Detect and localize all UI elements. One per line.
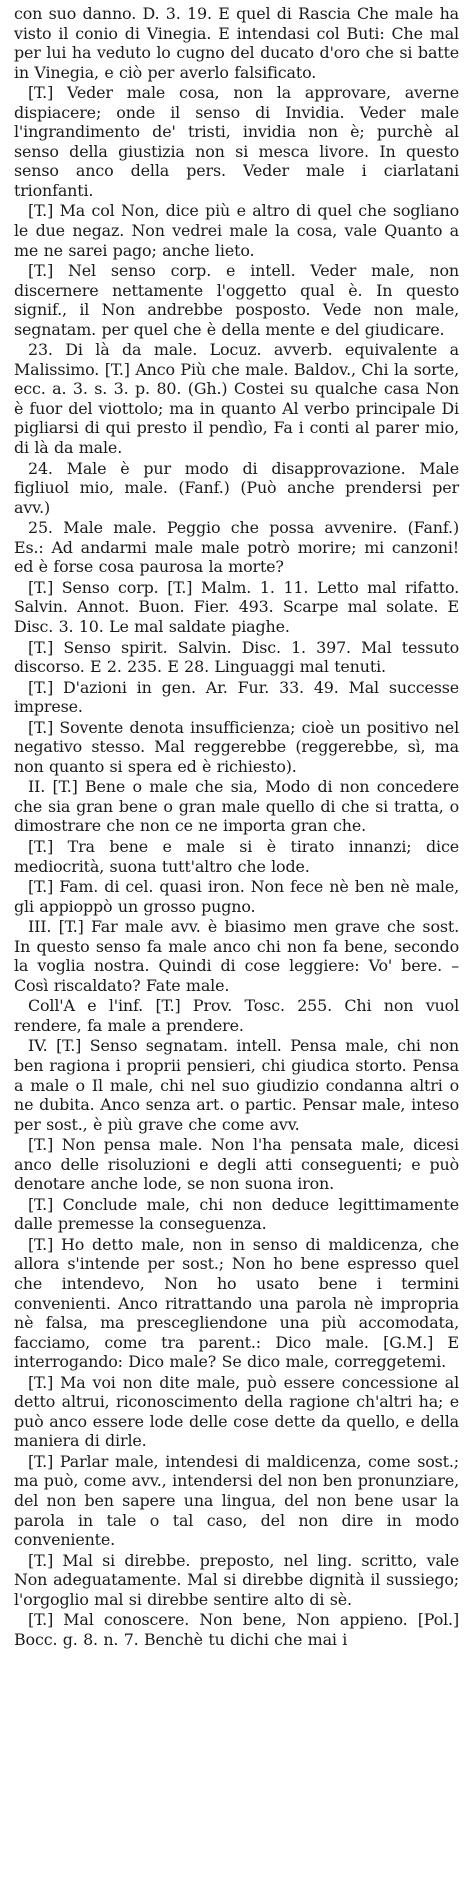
entry-paragraph: [T.] Parlar male, intendesi di maldicenza, come sost.; ma può, come avv., intendersi del non ben pronunziare, del non ben sapere una lingua, del non bene usar la parola in tale o tal caso, del non dire in modo conveniente.: [14, 1451, 459, 1550]
entry-paragraph: [T.] Ho detto male, non in senso di maldicenza, che allora s'intende per sost.; Non ho bene espresso quel che intendevo, Non ho usato bene i termini convenienti. Anco ritrattando una parola nè impropria nè falsa, ma prescegliendone una più accomodata, facciamo, come tra parent.: Dico male. [G.M.] E interrogando: Dico male? Se dico male, correggetemi.: [14, 1234, 459, 1372]
entry-paragraph: [T.] Senso spirit. Salvin. Disc. 1. 397. Mal tessuto discorso. E 2. 235. E 28. Linguaggi mal tenuti.: [14, 637, 459, 677]
entry-paragraph: [T.] Senso corp. [T.] Malm. 1. 11. Letto mal rifatto. Salvin. Annot. Buon. Fier. 493. Scarpe mal solate. E Disc. 3. 10. Le mal saldate piaghe.: [14, 577, 459, 636]
entry-paragraph: 25. Male male. Peggio che possa avvenire. (Fanf.) Es.: Ad andarmi male male potrò morire; mi canzoni! ed è forse cosa paurosa la morte?: [14, 518, 459, 577]
entry-paragraph: 24. Male è pur modo di disapprovazione. Male figliuol mio, male. (Fanf.) (Può anche prendersi per avv.): [14, 458, 459, 517]
entry-paragraph: [T.] Non pensa male. Non l'ha pensata male, dicesi anco delle risoluzioni e degli atti conseguenti; e può denotare anche lode, se non suona iron.: [14, 1135, 459, 1194]
entry-paragraph: Coll'A e l'inf. [T.] Prov. Tosc. 255. Chi non vuol rendere, fa male a prendere.: [14, 996, 459, 1035]
entry-paragraph: [T.] Ma voi non dite male, può essere concessione al detto altrui, riconoscimento della ragione ch'altri ha; e può anco essere lode delle cose dette da quello, e della maniera di dirle.: [14, 1372, 459, 1451]
entry-paragraph: con suo danno. D. 3. 19. E quel di Rascia Che male ha visto il conio di Vinegia. E intendasi col Buti: Che mal per lui ha veduto lo cugno del ducato d'oro che si batte in Vinegia, e ciò per averlo falsificato.: [14, 4, 459, 82]
entry-paragraph: [T.] Mal si direbbe. preposto, nel ling. scritto, vale Non adeguatamente. Mal si direbbe dignità il sussiego; l'orgoglio mal si direbbe sentire alto di sè.: [14, 1550, 459, 1609]
entry-paragraph: IV. [T.] Senso segnatam. intell. Pensa male, chi non ben ragiona i proprii pensieri, chi giudica storto. Pensa a male o Il male, chi nel suo giudizio condanna altri o ne dubita. Anco senza art. o partic. Pensar male, inteso per sost., è più grave che come avv.: [14, 1036, 459, 1134]
entry-paragraph: [T.] Nel senso corp. e intell. Veder male, non discernere nettamente l'oggetto qual è. In questo signif., il Non andrebbe posposto. Vede non male, segnatam. per quel che è della mente e del giudicare.: [14, 261, 459, 339]
entry-paragraph: [T.] Sovente denota insufficienza; cioè un positivo nel negativo stesso. Mal reggerebbe (reggerebbe, sì, ma non quanto si spera ed è richiesto).: [14, 717, 459, 776]
entry-paragraph: [T.] Fam. di cel. quasi iron. Non fece nè ben nè male, gli appioppò un grosso pugno.: [14, 877, 459, 916]
entry-paragraph: III. [T.] Far male avv. è biasimo men grave che sost. In questo senso fa male anco chi non fa bene, secondo la voglia nostra. Quindi di cose leggiere: Vo' bere. – Così riscaldato? Fate male.: [14, 917, 459, 995]
entry-paragraph: [T.] Veder male cosa, non la approvare, averne dispiacere; onde il senso di Invidia. Veder male l'ingrandimento de' tristi, invidia non è; purchè al senso della giustizia non si mesca livore. In questo senso anco della pers. Veder male i ciarlatani trionfanti.: [14, 83, 459, 200]
entry-paragraph: [T.] Tra bene e male si è tirato innanzi; dice mediocrità, suona tutt'altro che lode.: [14, 836, 459, 876]
entry-paragraph: [T.] D'azioni in gen. Ar. Fur. 33. 49. Mal successe imprese.: [14, 677, 459, 717]
entry-paragraph: [T.] Conclude male, chi non deduce legittimamente dalle premesse la conseguenza.: [14, 1194, 459, 1234]
entry-paragraph: [T.] Ma col Non, dice più e altro di quel che sogliano le due negaz. Non vedrei male la cosa, vale Quanto a me ne sarei pago; anche lieto.: [14, 201, 459, 260]
entry-paragraph: 23. Di là da male. Locuz. avverb. equivalente a Malissimo. [T.] Anco Più che male. Baldov., Chi la sorte, ecc. a. 3. s. 3. p. 80. (Gh.) Costei su qualche casa Non è fuor del viottolo; ma in quanto Al verbo principale Di pigliarsi di qui presto il pendìo, Fa i conti al parer mio, di là da male.: [14, 340, 459, 458]
entry-paragraph: [T.] Mal conoscere. Non bene, Non appieno. [Pol.] Bocc. g. 8. n. 7. Benchè tu dichi che mai i: [14, 1610, 459, 1649]
entry-paragraph: II. [T.] Bene o male che sia, Modo di non concedere che sia gran bene o gran male quello di che si tratta, o dimostrare che non ce ne importa gran che.: [14, 777, 459, 836]
